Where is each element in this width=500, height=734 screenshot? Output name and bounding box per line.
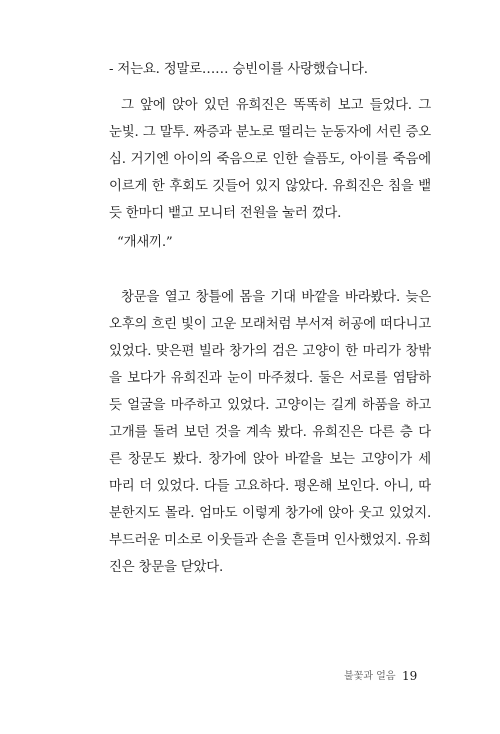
text-line: 그 앞에 앉아 있던 유희진은 똑똑히 보고 들었다. 그 bbox=[121, 98, 431, 113]
text-line: 을 보다가 유희진과 눈이 마주쳤다. 둘은 서로를 염탐하 bbox=[109, 371, 431, 386]
text-line: 듯 한마디 뱉고 모니터 전원을 눌러 껐다. bbox=[109, 206, 342, 221]
text-line: 마리 더 있었다. 다들 고요하다. 평온해 보인다. 아니, 따 bbox=[109, 479, 431, 494]
page-number: 19 bbox=[402, 669, 418, 683]
text-line: 있었다. 맞은편 빌라 창가의 검은 고양이 한 마리가 창밖 bbox=[109, 344, 431, 359]
text-line: 눈빛. 그 말투. 짜증과 분노로 떨리는 눈동자에 서린 증오 bbox=[109, 125, 431, 140]
text-line: 고개를 돌려 보던 것을 계속 봤다. 유희진은 다른 층 다 bbox=[109, 425, 431, 440]
text-line: - 저는요. 정말로…… 승빈이를 사랑했습니다. bbox=[109, 62, 368, 77]
running-footer-title: 불꽃과 얼음 bbox=[344, 671, 396, 682]
text-line: 심. 거기엔 아이의 죽음으로 인한 슬픔도, 아이를 죽음에 bbox=[109, 152, 431, 167]
text-line: 부드러운 미소로 이웃들과 손을 흔들며 인사했었지. 유희 bbox=[109, 533, 431, 548]
text-line: 진은 창문을 닫았다. bbox=[109, 560, 224, 575]
text-line: 른 창문도 봤다. 창가에 앉아 바깥을 보는 고양이가 세 bbox=[109, 452, 431, 467]
text-line: 듯 얼굴을 마주하고 있었다. 고양이는 길게 하품을 하고 bbox=[109, 398, 431, 413]
text-line: 이르게 한 후회도 깃들어 있지 않았다. 유희진은 침을 뱉 bbox=[109, 179, 431, 194]
text-line: 오후의 흐린 빛이 고운 모래처럼 부서져 허공에 떠다니고 bbox=[109, 317, 431, 332]
text-line: 분한지도 몰라. 엄마도 이렇게 창가에 앉아 웃고 있었지. bbox=[109, 506, 431, 521]
text-line: “개새끼.” bbox=[117, 235, 173, 250]
text-line: 창문을 열고 창틀에 몸을 기대 바깥을 바라봤다. 늦은 bbox=[121, 290, 431, 305]
